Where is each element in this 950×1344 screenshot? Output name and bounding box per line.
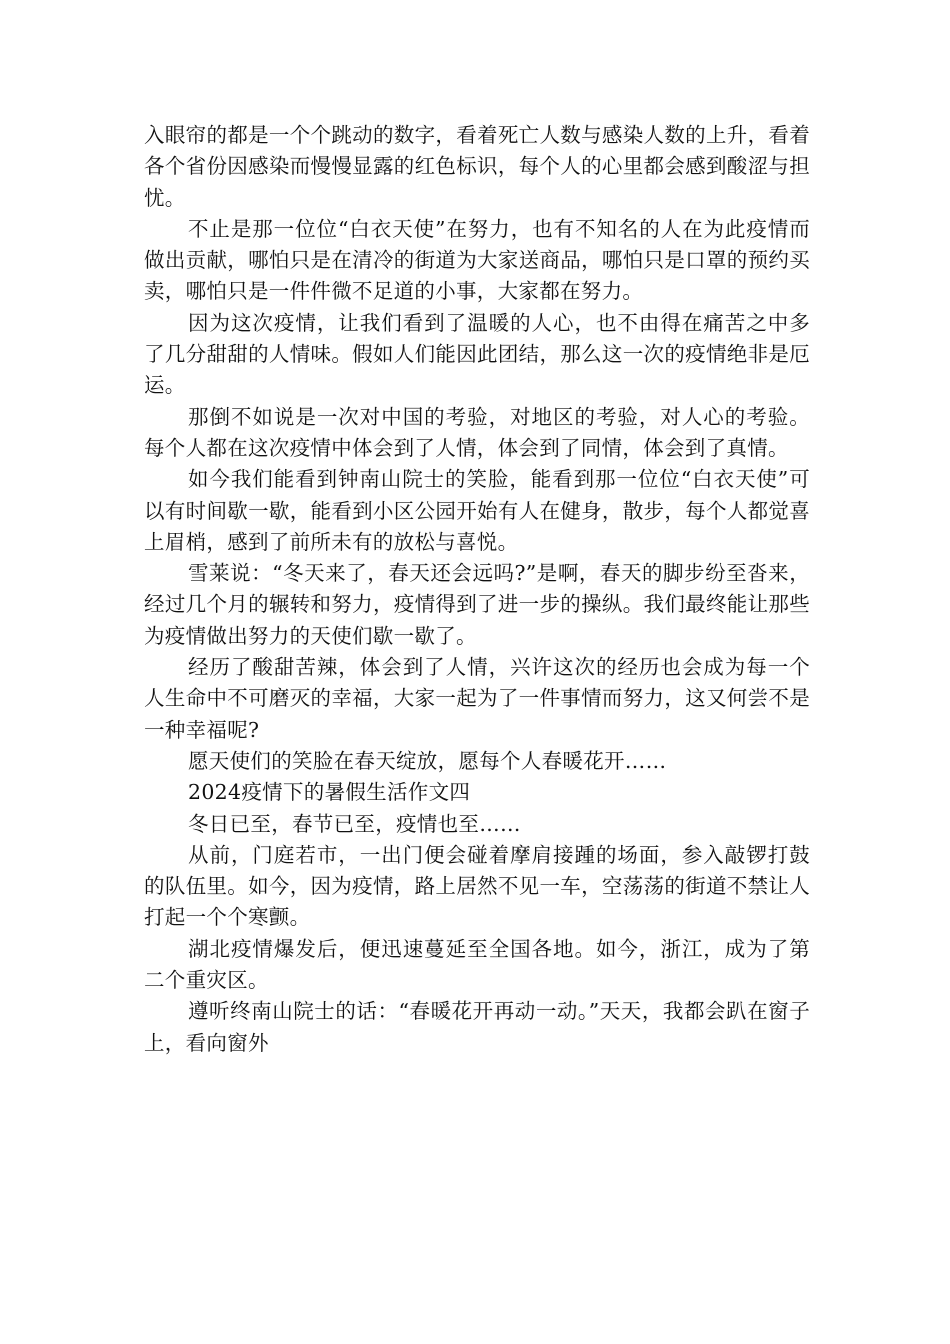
paragraph-9: 冬日已至，春节已至，疫情也至…… bbox=[188, 811, 521, 836]
paragraph-7: 经历了酸甜苦辣，体会到了人情，兴许这次的经历也会成为每一个人生命中不可磨灭的幸福，大家一起为了一件事情而努力，这又何尝不是一种幸福呢? bbox=[144, 655, 810, 742]
paragraph-10: 从前，门庭若市，一出门便会碰着摩肩接踵的场面，参入敲锣打鼓的队伍里。如今，因为疫情，路上居然不见一车，空荡荡的街道不禁让人打起一个个寒颤。 bbox=[144, 842, 810, 930]
paragraph-6: 雪莱说：“冬天来了，春天还会远吗?”是啊，春天的脚步纷至沓来，经过几个月的辗转和努力，疫情得到了进一步的操纵。我们最终能让那些为疫情做出努力的天使们歇一歇了。 bbox=[144, 561, 810, 648]
paragraph-5: 如今我们能看到钟南山院士的笑脸，能看到那一位位“白衣天使”可以有时间歇一歇，能看到小区公园开始有人在健身，散步，每个人都觉喜上眉梢，感到了前所未有的放松与喜悦。 bbox=[144, 467, 810, 554]
paragraph-1: 入眼帘的都是一个个跳动的数字，看着死亡人数与感染人数的上升，看着各个省份因感染而慢慢显露的红色标识，每个人的心里都会感到酸涩与担忧。 bbox=[144, 123, 810, 210]
paragraph-4: 那倒不如说是一次对中国的考验，对地区的考验，对人心的考验。每个人都在这次疫情中体会到了人情，体会到了同情，体会到了真情。 bbox=[144, 404, 810, 460]
essay-heading: 2024疫情下的暑假生活作文四 bbox=[188, 780, 471, 805]
paragraph-11: 湖北疫情爆发后，便迅速蔓延至全国各地。如今，浙江，成为了第二个重灾区。 bbox=[144, 936, 810, 993]
paragraph-3: 因为这次疫情，让我们看到了温暖的人心，也不由得在痛苦之中多了几分甜甜的人情味。假如人们能因此团结，那么这一次的疫情绝非是厄运。 bbox=[144, 310, 810, 398]
paragraph-8: 愿天使们的笑脸在春天绽放，愿每个人春暖花开…… bbox=[188, 748, 667, 773]
paragraph-2: 不止是那一位位“白衣天使”在努力，也有不知名的人在为此疫情而做出贡献，哪怕只是在清冷的街道为大家送商品，哪怕只是口罩的预约买卖，哪怕只是一件件微不足道的小事，大家都在努力。 bbox=[144, 216, 810, 304]
essay-text bbox=[144, 120, 810, 1059]
paragraph-12: 遵听终南山院士的话：“春暖花开再动一动。”天天，我都会趴在窗子上，看向窗外 bbox=[144, 999, 810, 1055]
